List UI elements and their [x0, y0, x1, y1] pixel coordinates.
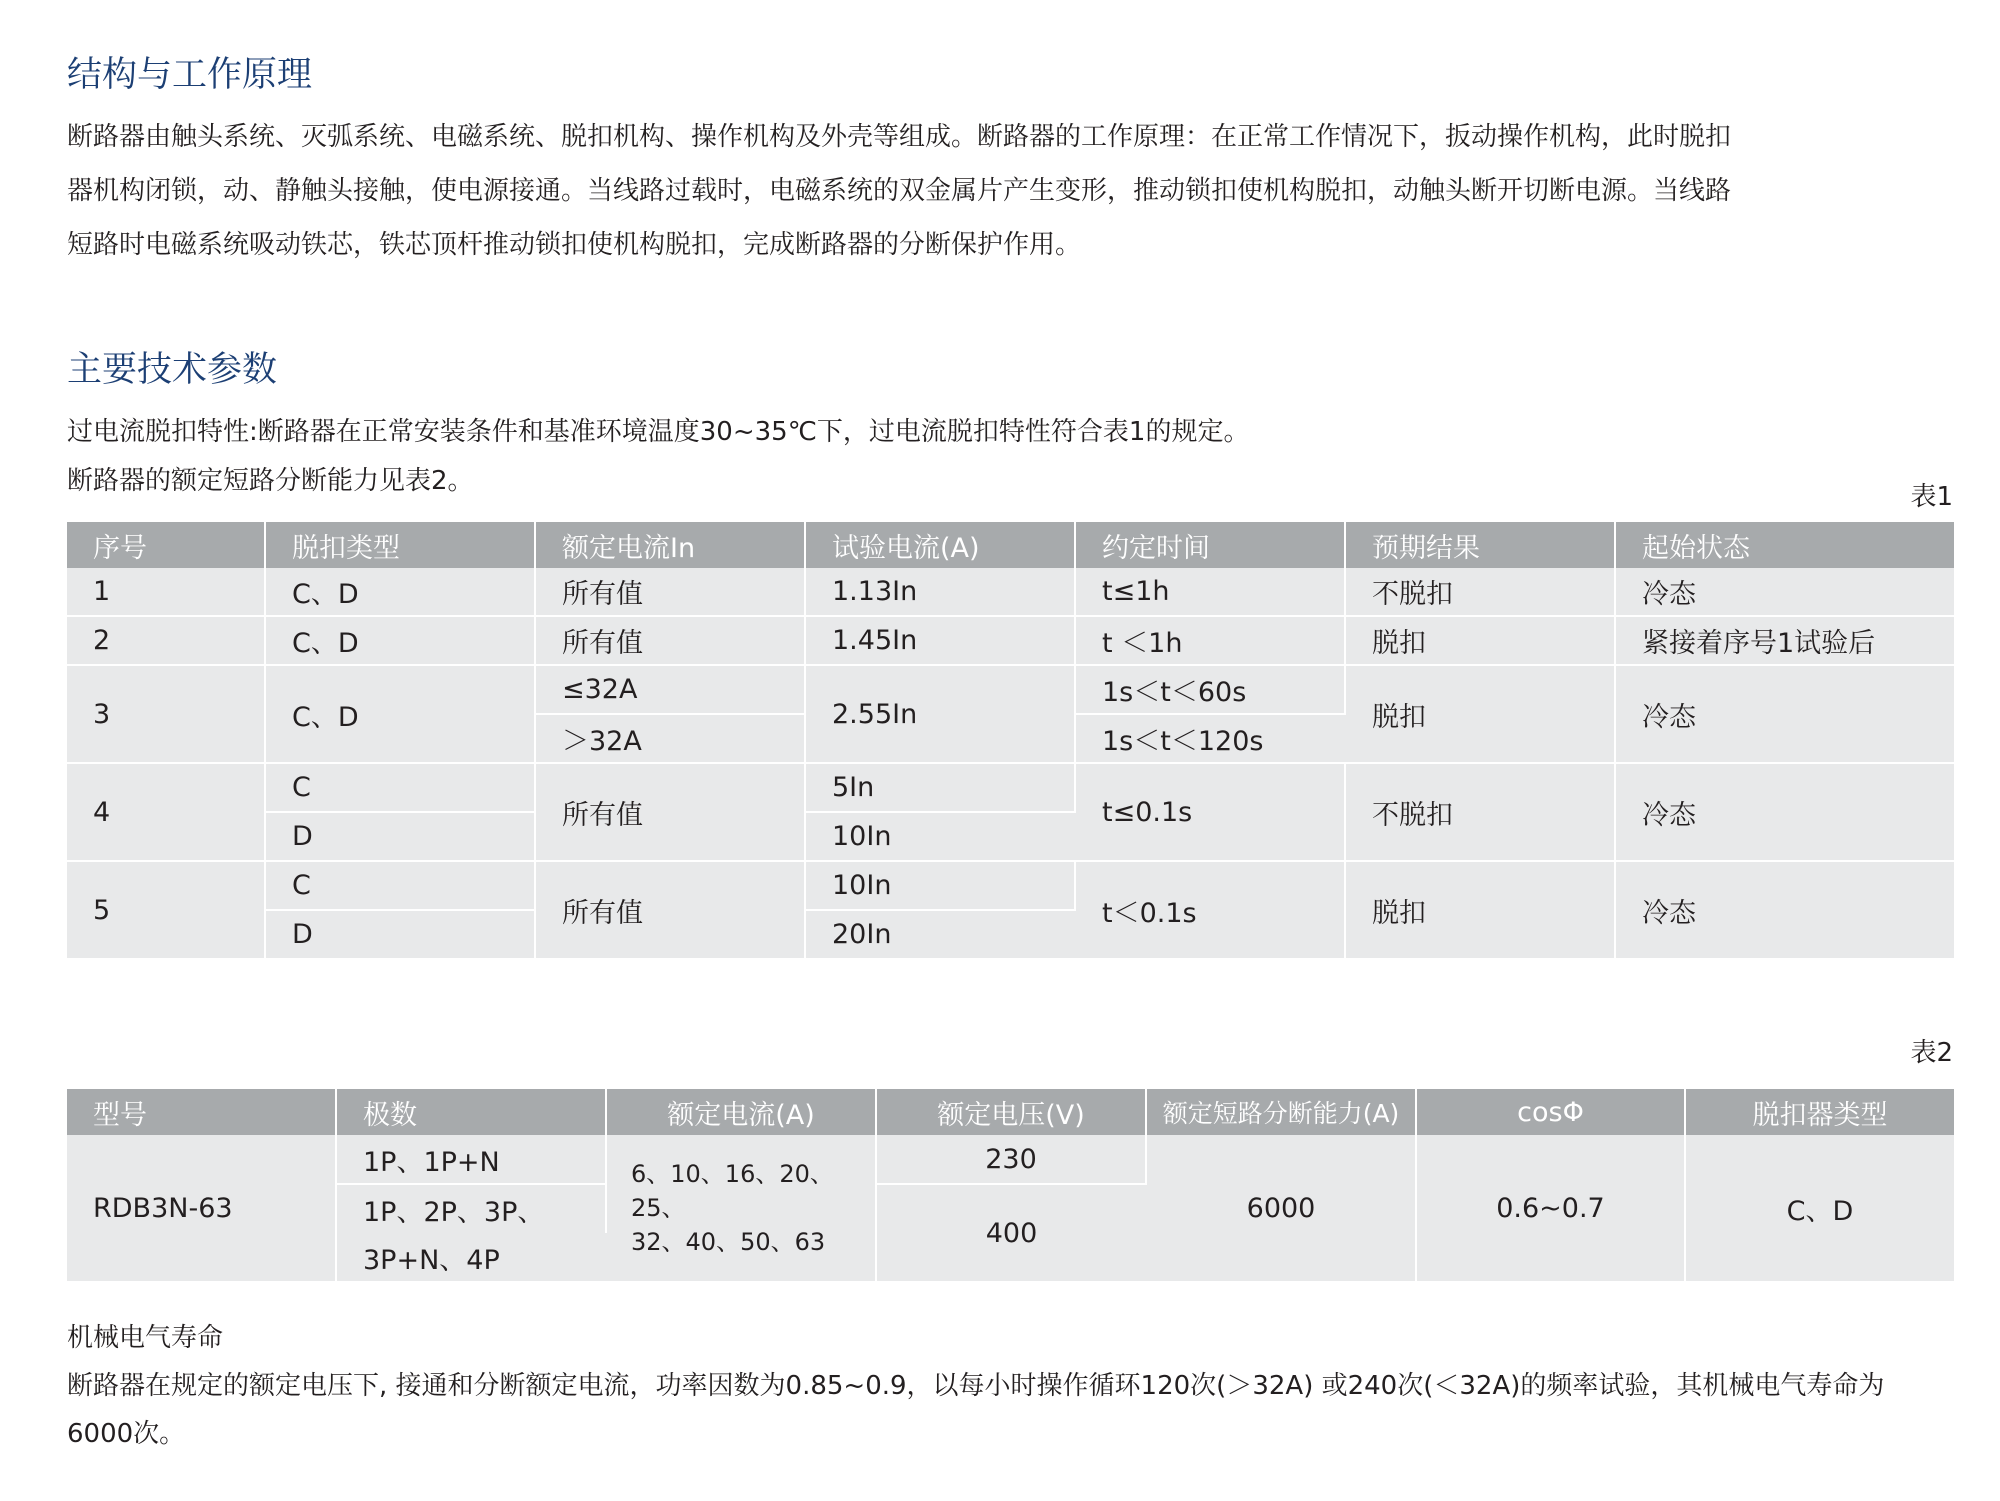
table-cell: C、D	[265, 616, 535, 665]
overcurrent-description: 过电流脱扣特性:断路器在正常安装条件和基准环境温度30~35℃下，过电流脱扣特性符合表1的规定。	[67, 417, 1250, 447]
section-title-structure: 结构与工作原理	[67, 55, 313, 95]
header-cell: 预期结果	[1345, 522, 1615, 568]
header-cell: 序号	[67, 522, 265, 568]
header-cell: 约定时间	[1075, 522, 1345, 568]
table-cell: 1s＜t＜120s	[1075, 714, 1345, 763]
structure-line-3: 短路时电磁系统吸动铁芯，铁芯顶杆推动锁扣使机构脱扣，完成断路器的分断保护作用。	[67, 230, 1082, 260]
table-cell: D	[265, 812, 535, 861]
table-row	[67, 861, 1954, 910]
section-title-life: 机械电气寿命	[67, 1323, 224, 1353]
table-cell: 所有值	[535, 616, 805, 665]
table-cell: 脱扣	[1345, 616, 1615, 665]
poles-cell: 1P、1P+N	[336, 1135, 606, 1184]
table-cell: 冷态	[1615, 568, 1954, 616]
structure-line-1: 断路器由触头系统、灭弧系统、电磁系统、脱扣机构、操作机构及外壳等组成。断路器的工作原理：在正常工作情况下，扳动操作机构，此时脱扣	[67, 122, 1732, 152]
breaking-capacity-description: 断路器的额定短路分断能力见表2。	[67, 466, 474, 496]
table-cell: t≤1h	[1075, 568, 1345, 616]
table-row	[67, 1135, 1954, 1184]
table-cell: 3	[67, 665, 265, 763]
section-title-parameters: 主要技术参数	[67, 350, 278, 390]
structure-paragraph	[67, 110, 1957, 272]
table-cell: 脱扣	[1345, 665, 1615, 763]
table-cell: C	[265, 861, 535, 910]
table-cell: 2.55In	[805, 665, 1075, 763]
table-cell: t≤0.1s	[1075, 763, 1345, 861]
table-cell: ≤32A	[535, 665, 805, 714]
table-cell: 2	[67, 616, 265, 665]
table-cell: 所有值	[535, 568, 805, 616]
capacity-cell: 6000	[1146, 1135, 1416, 1282]
cos-cell: 0.6~0.7	[1416, 1135, 1685, 1282]
table-row	[67, 665, 1954, 714]
table-cell: 1s＜t＜60s	[1075, 665, 1345, 714]
rated-current-line: 6、10、16、20、25、	[631, 1160, 834, 1222]
table-cell: 10In	[805, 812, 1075, 861]
table-cell: 冷态	[1615, 665, 1954, 763]
table-cell: 所有值	[535, 861, 805, 959]
table-cell: 1	[67, 568, 265, 616]
header-cell: 额定电压(V)	[876, 1089, 1146, 1135]
model-cell: RDB3N-63	[67, 1135, 336, 1282]
table-cell: 紧接着序号1试验后	[1615, 616, 1954, 665]
poles-cell: 3P+N、4P	[336, 1233, 606, 1282]
table-header-row	[67, 522, 1954, 568]
table-cell: t ＜1h	[1075, 616, 1345, 665]
header-cell: cosΦ	[1416, 1089, 1685, 1135]
trip-type-cell: C、D	[1685, 1135, 1954, 1282]
table-cell: 冷态	[1615, 861, 1954, 959]
table-cell: C、D	[265, 568, 535, 616]
life-description-line-1: 断路器在规定的额定电压下, 接通和分断额定电流，功率因数为0.85~0.9，以每小时操作循环120次(＞32A) 或240次(＜32A)的频率试验，其机械电气寿命为	[67, 1371, 1885, 1401]
table-cell: t＜0.1s	[1075, 861, 1345, 959]
table-cell: 不脱扣	[1345, 763, 1615, 861]
voltage-cell: 400	[876, 1184, 1146, 1282]
table2-caption: 表2	[1910, 1038, 1953, 1068]
table-cell: 1.45In	[805, 616, 1075, 665]
table-row	[67, 616, 1954, 665]
header-cell: 试验电流(A)	[805, 522, 1075, 568]
table-cell: 所有值	[535, 763, 805, 861]
breaking-capacity-table	[67, 1089, 1954, 1283]
table-cell: 不脱扣	[1345, 568, 1615, 616]
life-description-line-2: 6000次。	[67, 1419, 186, 1449]
table-cell: 5	[67, 861, 265, 959]
table-cell: C、D	[265, 665, 535, 763]
header-cell: 额定电流In	[535, 522, 805, 568]
table-cell: C	[265, 763, 535, 812]
table-cell: 5In	[805, 763, 1075, 812]
table-row	[67, 763, 1954, 812]
rated-current-cell	[606, 1135, 876, 1282]
header-cell: 极数	[336, 1089, 606, 1135]
table-cell: 冷态	[1615, 763, 1954, 861]
header-cell: 脱扣类型	[265, 522, 535, 568]
header-cell: 额定短路分断能力(A)	[1146, 1089, 1416, 1135]
voltage-cell: 230	[876, 1135, 1146, 1184]
rated-current-line: 32、40、50、63	[631, 1228, 826, 1256]
table1-caption: 表1	[1910, 482, 1953, 512]
header-cell: 脱扣器类型	[1685, 1089, 1954, 1135]
header-cell: 起始状态	[1615, 522, 1954, 568]
table-cell: D	[265, 910, 535, 959]
table-row	[67, 568, 1954, 616]
structure-line-2: 器机构闭锁，动、静触头接触，使电源接通。当线路过载时，电磁系统的双金属片产生变形，推动锁扣使机构脱扣，动触头断开切断电源。当线路	[67, 176, 1732, 206]
table-cell: 10In	[805, 861, 1075, 910]
header-cell: 额定电流(A)	[606, 1089, 876, 1135]
poles-cell: 1P、2P、3P、	[336, 1184, 606, 1233]
table-cell: 脱扣	[1345, 861, 1615, 959]
table-header-row	[67, 1089, 1954, 1135]
table-cell: ＞32A	[535, 714, 805, 763]
table-cell: 20In	[805, 910, 1075, 959]
trip-characteristics-table	[67, 522, 1954, 960]
table-cell: 1.13In	[805, 568, 1075, 616]
table-cell: 4	[67, 763, 265, 861]
header-cell: 型号	[67, 1089, 336, 1135]
